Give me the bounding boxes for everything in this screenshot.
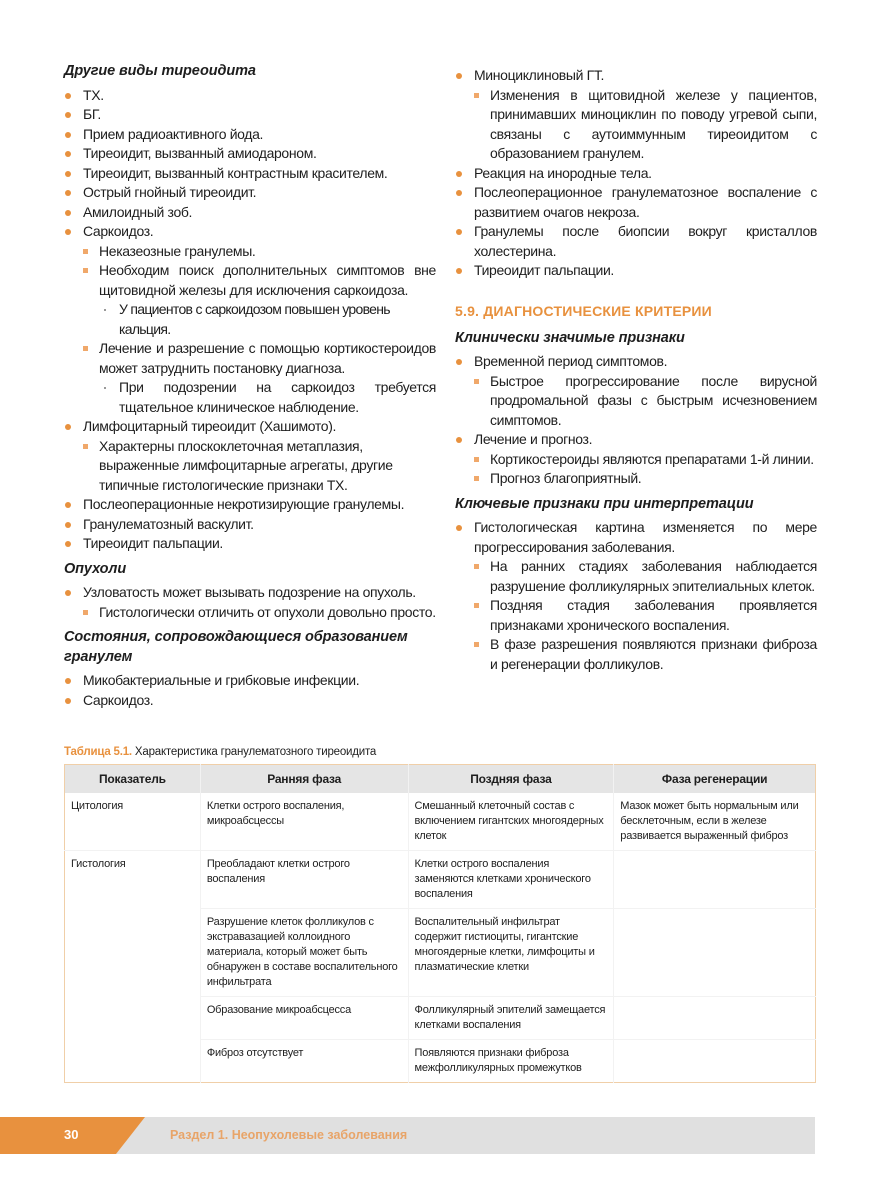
list-key-features xyxy=(455,518,817,674)
list-item: Острый гнойный тиреоидит. xyxy=(64,183,436,203)
list-item: Тиреоидит пальпации. xyxy=(64,534,436,554)
table-caption-number: Таблица 5.1. xyxy=(64,746,132,758)
table-cell: Гистология xyxy=(65,851,201,1083)
table-cell: Образование микроабсцесса xyxy=(200,997,408,1040)
list-subitem: Характерны плоскоклеточная метаплазия, выраженные лимфоцитарные агрегаты, другие типичные гистологические признаки ТХ. xyxy=(64,437,436,496)
right-column xyxy=(455,62,817,674)
list-item: Амилоидный зоб. xyxy=(64,203,436,223)
list-item: Послеоперационные некротизирующие гранулемы. xyxy=(64,495,436,515)
list-subitem: Неказеозные гранулемы. xyxy=(64,242,436,262)
list-item: Гранулематозный васкулит. xyxy=(64,515,436,535)
list-subitem: Гистологически отличить от опухоли довольно просто. xyxy=(64,603,436,623)
page-footer xyxy=(0,1117,815,1154)
list-item: Узловатость может вызывать подозрение на опухоль. xyxy=(64,583,436,603)
list-granuloma-conditions xyxy=(64,671,436,710)
table-cell: Цитология xyxy=(65,793,201,851)
list-clinical-signs xyxy=(455,352,817,489)
table-cell: Клетки острого воспаления заменяются клетками хронического воспаления xyxy=(408,851,614,909)
table-cell: Смешанный клеточный состав с включением гигантских многоядерных клеток xyxy=(408,793,614,851)
list-tumors xyxy=(64,583,436,622)
subheading-clinical-signs: Клинически значимые признаки xyxy=(455,329,685,346)
list-item: Тиреоидит, вызванный амиодароном. xyxy=(64,144,436,164)
list-item: Лечение и прогноз. xyxy=(455,430,817,450)
list-other-thyroiditis xyxy=(64,86,436,554)
column-header: Фаза регенерации xyxy=(614,765,816,794)
table-row xyxy=(65,851,816,909)
page-number: 30 xyxy=(64,1127,79,1142)
subheading-other-thyroiditis: Другие виды тиреоидита xyxy=(64,63,256,79)
list-item: Гистологическая картина изменяется по мере прогрессирования заболевания. xyxy=(455,518,817,557)
table-caption xyxy=(64,746,376,758)
table-cell: Воспалительный инфильтрат содержит гистиоциты, гигантские многоядерные клетки, лимфоциты и плазматические клетки xyxy=(408,909,614,997)
column-header: Ранняя фаза xyxy=(200,765,408,794)
list-item: Прием радиоактивного йода. xyxy=(64,125,436,145)
list-item: Реакция на инородные тела. xyxy=(455,164,817,184)
list-subitem: Изменения в щитовидной железе у пациентов, принимавших миноциклин по поводу угревой сыпи, связаны с аутоиммунным тиреоидитом с образованием гранулем. xyxy=(455,86,817,164)
table-header-row xyxy=(65,765,816,794)
footer-section-label: Раздел 1. Неопухолевые заболевания xyxy=(170,1128,408,1142)
table-row xyxy=(65,793,816,851)
table-cell xyxy=(614,997,816,1040)
table-cell xyxy=(614,1040,816,1083)
list-subitem: На ранних стадиях заболевания наблюдается разрушение фолликулярных эпителиальных клеток. xyxy=(455,557,817,596)
list-subitem: Прогноз благоприятный. xyxy=(455,469,817,489)
table-caption-text: Характеристика гранулематозного тиреоидита xyxy=(131,746,377,758)
list-subitem: В фазе разрешения появляются признаки фиброза и регенерации фолликулов. xyxy=(455,635,817,674)
list-item: Тиреоидит пальпации. xyxy=(455,261,817,281)
list-subsubitem: У пациентов с саркоидозом повышен уровень кальция. xyxy=(64,300,436,339)
list-item: Саркоидоз. xyxy=(64,691,436,711)
list-item: Гранулемы после биопсии вокруг кристаллов холестерина. xyxy=(455,222,817,261)
column-header: Поздняя фаза xyxy=(408,765,614,794)
table-cell: Появляются признаки фиброза межфолликулярных промежутков xyxy=(408,1040,614,1083)
list-item: Временной период симптомов. xyxy=(455,352,817,372)
list-subitem: Быстрое прогрессирование после вирусной продромальной фазы с быстрым исчезновением симптомов. xyxy=(455,372,817,431)
table-cell: Мазок может быть нормальным или бесклеточным, если в железе развивается выраженный фиброз xyxy=(614,793,816,851)
list-item: Тиреоидит, вызванный контрастным красителем. xyxy=(64,164,436,184)
left-column xyxy=(64,62,436,710)
table-cell: Разрушение клеток фолликулов с экстравазацией коллоидного материала, который может быть обнаружен в составе воспалительного инфильтрата xyxy=(200,909,408,997)
table-cell: Фиброз отсутствует xyxy=(200,1040,408,1083)
list-subitem: Поздняя стадия заболевания проявляется признаками хронического воспаления. xyxy=(455,596,817,635)
list-item: БГ. xyxy=(64,105,436,125)
table-cell: Преобладают клетки острого воспаления xyxy=(200,851,408,909)
subheading-granuloma-conditions: Состояния, сопровождающиеся образованием гранулем xyxy=(64,629,408,665)
list-subsubitem: При подозрении на саркоидоз требуется тщательное клиническое наблюдение. xyxy=(64,378,436,417)
table-cell: Клетки острого воспаления, микроабсцессы xyxy=(200,793,408,851)
list-subitem: Необходим поиск дополнительных симптомов вне щитовидной железы для исключения саркоидоза. xyxy=(64,261,436,300)
list-item: Послеоперационное гранулематозное воспаление с развитием очагов некроза. xyxy=(455,183,817,222)
list-item: Миноциклиновый ГТ. xyxy=(455,66,817,86)
column-header: Показатель xyxy=(65,765,201,794)
section-title-diagnostic-criteria: 5.9. ДИАГНОСТИЧЕСКИЕ КРИТЕРИИ xyxy=(455,302,712,319)
subheading-tumors: Опухоли xyxy=(64,560,127,577)
list-item: Саркоидоз. xyxy=(64,222,436,242)
granulomatous-thyroiditis-table xyxy=(64,764,816,1083)
list-item: Микобактериальные и грибковые инфекции. xyxy=(64,671,436,691)
subheading-key-features: Ключевые признаки при интерпретации xyxy=(455,495,754,512)
list-item: Лимфоцитарный тиреоидит (Хашимото). xyxy=(64,417,436,437)
list-continued xyxy=(455,66,817,281)
table-cell: Фолликулярный эпителий замещается клетками воспаления xyxy=(408,997,614,1040)
list-subitem: Кортикостероиды являются препаратами 1-й линии. xyxy=(455,450,817,470)
table-cell xyxy=(614,909,816,997)
table-cell xyxy=(614,851,816,909)
list-subitem: Лечение и разрешение с помощью кортикостероидов может затруднить постановку диагноза. xyxy=(64,339,436,378)
list-item: ТХ. xyxy=(64,86,436,106)
